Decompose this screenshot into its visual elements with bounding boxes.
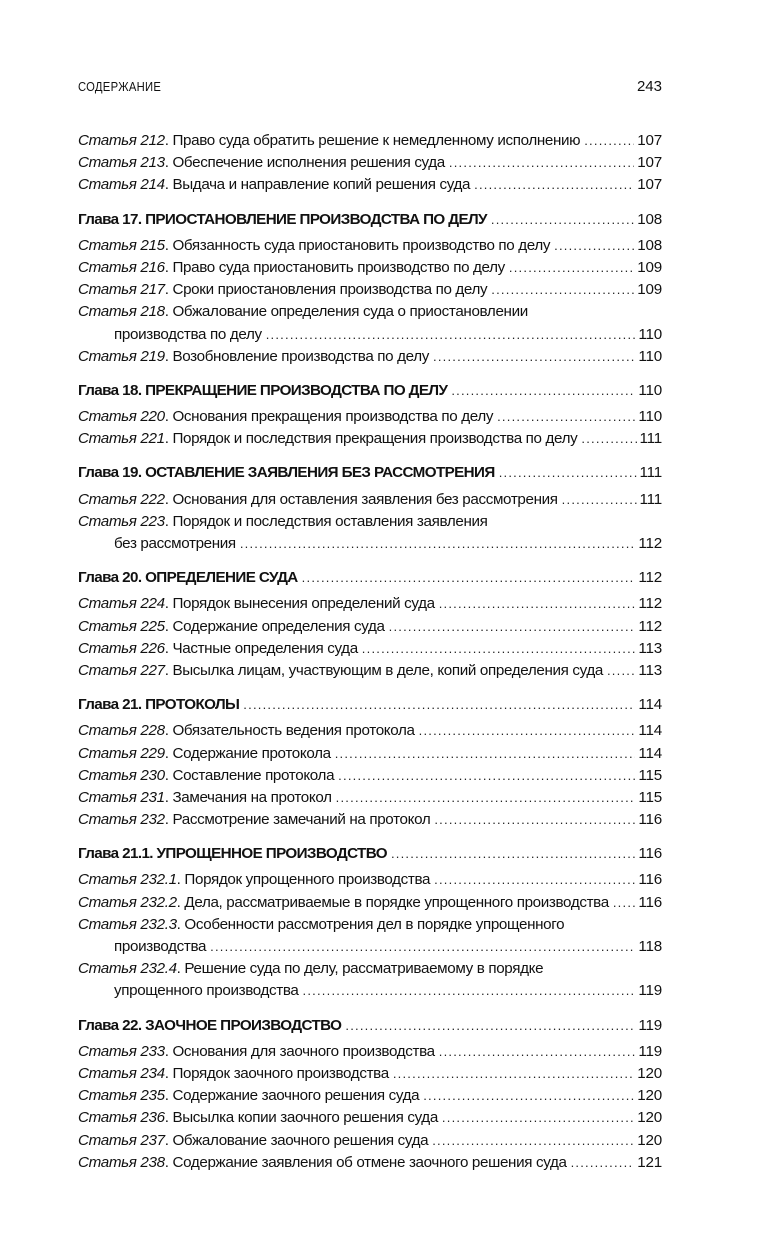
chapter-heading[interactable] bbox=[78, 1015, 662, 1037]
toc-group bbox=[78, 130, 662, 197]
table-of-contents bbox=[78, 130, 662, 1174]
toc-entry[interactable] bbox=[78, 743, 662, 765]
entry-page-number: 113 bbox=[638, 661, 662, 679]
toc-entry[interactable] bbox=[78, 638, 662, 660]
entry-page-number: 110 bbox=[638, 408, 662, 426]
article-label: Статья 237 bbox=[78, 1131, 165, 1149]
leader-dots bbox=[391, 843, 635, 865]
article-title: . Частные определения суда bbox=[164, 639, 358, 657]
article-title: . Содержание определения суда bbox=[164, 617, 385, 635]
entry-page-number: 113 bbox=[638, 639, 662, 657]
article-label: Статья 219 bbox=[78, 347, 165, 365]
toc-entry[interactable] bbox=[78, 616, 662, 638]
chapter-title: Глава 21. ПРОТОКОЛЫ bbox=[78, 696, 240, 714]
article-title: . Порядок заочного производства bbox=[164, 1064, 389, 1082]
toc-entry[interactable] bbox=[78, 660, 662, 682]
article-label: Статья 238 bbox=[78, 1153, 165, 1171]
article-label: Статья 234 bbox=[78, 1064, 165, 1082]
article-label: Статья 223 bbox=[78, 512, 165, 530]
toc-entry[interactable] bbox=[78, 257, 662, 279]
toc-entry[interactable] bbox=[78, 1063, 662, 1085]
article-label: Статья 221 bbox=[78, 430, 165, 448]
article-title: . Рассмотрение замечаний на протокол bbox=[164, 811, 431, 829]
entry-page-number: 116 bbox=[638, 893, 662, 911]
article-label: Статья 232 bbox=[78, 811, 165, 829]
chapter-title: Глава 17. ПРИОСТАНОВЛЕНИЕ ПРОИЗВОДСТВА ПО ДЕЛУ bbox=[78, 210, 487, 228]
leader-dots bbox=[562, 489, 637, 511]
article-title: . Составление протокола bbox=[164, 766, 335, 784]
leader-dots bbox=[432, 1130, 634, 1152]
leader-dots bbox=[433, 346, 635, 368]
chapter-page-number: 119 bbox=[638, 1016, 662, 1034]
article-label: Статья 220 bbox=[78, 408, 165, 426]
article-label: Статья 227 bbox=[78, 661, 165, 679]
toc-entry[interactable] bbox=[78, 235, 662, 257]
article-label: Статья 226 bbox=[78, 639, 165, 657]
entry-page-number: 121 bbox=[637, 1153, 662, 1171]
leader-dots bbox=[491, 209, 634, 231]
entry-page-number: 119 bbox=[638, 1042, 662, 1060]
toc-entry[interactable] bbox=[78, 1107, 662, 1129]
article-title: . Основания прекращения производства по делу bbox=[164, 408, 494, 426]
toc-entry[interactable] bbox=[78, 1085, 662, 1107]
article-title: . Обжалование определения суда о приостановлении bbox=[164, 303, 528, 321]
leader-dots bbox=[243, 694, 635, 716]
entry-page-number: 120 bbox=[637, 1064, 662, 1082]
article-title: . Обжалование заочного решения суда bbox=[164, 1131, 429, 1149]
toc-entry-continuation[interactable] bbox=[78, 324, 662, 346]
article-label: Статья 232.3 bbox=[78, 915, 177, 933]
entry-page-number: 110 bbox=[638, 347, 662, 365]
toc-entry[interactable] bbox=[78, 428, 662, 450]
toc-entry[interactable] bbox=[78, 1152, 662, 1174]
chapter-heading[interactable] bbox=[78, 209, 662, 231]
toc-entry[interactable] bbox=[78, 152, 662, 174]
article-label: Статья 222 bbox=[78, 490, 165, 508]
chapter-page-number: 114 bbox=[638, 696, 662, 714]
leader-dots bbox=[554, 235, 634, 257]
article-label: Статья 232.4 bbox=[78, 960, 177, 978]
article-title: . Особенности рассмотрения дел в порядке упрощенного bbox=[176, 915, 565, 933]
entry-page-number: 120 bbox=[637, 1087, 662, 1105]
leader-dots bbox=[499, 462, 637, 484]
toc-entry[interactable] bbox=[78, 489, 662, 511]
running-header bbox=[78, 78, 662, 102]
article-label: Статья 215 bbox=[78, 236, 165, 254]
toc-entry-first-line[interactable] bbox=[78, 301, 662, 323]
leader-dots bbox=[362, 638, 636, 660]
article-label: Статья 229 bbox=[78, 744, 165, 762]
toc-entry[interactable] bbox=[78, 174, 662, 196]
running-header-title: СОДЕРЖАНИЕ bbox=[78, 80, 162, 94]
entry-page-number: 114 bbox=[638, 722, 662, 740]
article-label: Статья 224 bbox=[78, 595, 165, 613]
leader-dots bbox=[449, 152, 634, 174]
article-title: . Возобновление производства по делу bbox=[164, 347, 430, 365]
leader-dots bbox=[338, 765, 635, 787]
entry-page-number: 115 bbox=[638, 788, 662, 806]
article-title: . Содержание заявления об отмене заочного решения суда bbox=[164, 1153, 567, 1171]
leader-dots bbox=[497, 406, 635, 428]
leader-dots bbox=[474, 174, 634, 196]
leader-dots bbox=[439, 1041, 636, 1063]
toc-entry-first-line[interactable] bbox=[78, 511, 662, 533]
leader-dots bbox=[491, 279, 634, 301]
leader-dots bbox=[451, 380, 635, 402]
article-title: . Право суда обратить решение к немедленному исполнению bbox=[164, 132, 581, 149]
article-title: . Решение суда по делу, рассматриваемому в порядке bbox=[176, 960, 544, 978]
leader-dots bbox=[434, 809, 635, 831]
entry-page-number: 112 bbox=[638, 595, 662, 613]
entry-page-number: 107 bbox=[637, 154, 662, 172]
article-title-continuation: без рассмотрения bbox=[114, 535, 236, 552]
running-header-page-number: 243 bbox=[636, 78, 662, 95]
article-title-continuation: упрощенного производства bbox=[114, 982, 299, 1000]
toc-entry[interactable] bbox=[78, 720, 662, 742]
entry-page-number: 118 bbox=[638, 938, 662, 955]
chapter-heading[interactable] bbox=[78, 462, 662, 484]
article-title: . Высылка лицам, участвующим в деле, копий определения суда bbox=[164, 661, 603, 679]
leader-dots bbox=[442, 1107, 634, 1129]
leader-dots bbox=[423, 1085, 634, 1107]
toc-entry-first-line[interactable] bbox=[78, 914, 662, 936]
entry-page-number: 116 bbox=[638, 811, 662, 829]
leader-dots bbox=[389, 616, 636, 638]
toc-entry[interactable] bbox=[78, 406, 662, 428]
toc-entry-first-line[interactable] bbox=[78, 958, 662, 980]
leader-dots bbox=[434, 869, 635, 891]
leader-dots bbox=[240, 533, 636, 555]
article-title-continuation: производства bbox=[114, 938, 207, 955]
chapter-title: Глава 22. ЗАОЧНОЕ ПРОИЗВОДСТВО bbox=[78, 1016, 342, 1034]
entry-page-number: 110 bbox=[638, 325, 662, 343]
entry-page-number: 120 bbox=[637, 1131, 662, 1149]
chapter-page-number: 111 bbox=[639, 464, 662, 482]
article-label: Статья 216 bbox=[78, 258, 165, 276]
leader-dots bbox=[439, 593, 636, 615]
entry-page-number: 109 bbox=[637, 258, 662, 276]
article-label: Статья 228 bbox=[78, 722, 165, 740]
article-title: . Выдача и направление копий решения суда bbox=[164, 176, 471, 194]
leader-dots bbox=[509, 257, 634, 279]
article-label: Статья 233 bbox=[78, 1042, 165, 1060]
article-label: Статья 231 bbox=[78, 788, 165, 806]
toc-entry-continuation[interactable] bbox=[78, 980, 662, 1002]
article-label: Статья 230 bbox=[78, 766, 165, 784]
article-title: . Порядок упрощенного производства bbox=[176, 871, 431, 889]
article-title: . Основания для оставления заявления без рассмотрения bbox=[164, 490, 558, 508]
chapter-page-number: 116 bbox=[638, 845, 662, 863]
article-label: Статья 236 bbox=[78, 1109, 165, 1127]
leader-dots bbox=[210, 936, 635, 958]
article-label: Статья 225 bbox=[78, 617, 165, 635]
article-title: . Порядок вынесения определений суда bbox=[164, 595, 435, 613]
chapter-page-number: 108 bbox=[637, 210, 662, 228]
entry-page-number: 114 bbox=[638, 744, 662, 762]
article-title: . Обязательность ведения протокола bbox=[164, 722, 415, 740]
article-title: . Содержание протокола bbox=[164, 744, 331, 762]
chapter-heading[interactable] bbox=[78, 843, 662, 865]
article-title: . Дела, рассматриваемые в порядке упрощенного производства bbox=[176, 893, 609, 911]
toc-entry[interactable] bbox=[78, 869, 662, 891]
entry-page-number: 108 bbox=[637, 236, 662, 254]
leader-dots bbox=[336, 787, 636, 809]
toc-entry[interactable] bbox=[78, 346, 662, 368]
toc-entry[interactable] bbox=[78, 765, 662, 787]
entry-page-number: 109 bbox=[637, 281, 662, 299]
article-title: . Высылка копии заочного решения суда bbox=[164, 1109, 438, 1127]
toc-entry[interactable] bbox=[78, 279, 662, 301]
leader-dots bbox=[419, 720, 636, 742]
entry-page-number: 111 bbox=[639, 430, 662, 448]
chapter-title: Глава 21.1. УПРОЩЕННОЕ ПРОИЗВОДСТВО bbox=[78, 845, 387, 863]
article-label: Статья 235 bbox=[78, 1087, 165, 1105]
chapter-heading[interactable] bbox=[78, 694, 662, 716]
leader-dots bbox=[335, 743, 636, 765]
entry-page-number: 107 bbox=[637, 132, 662, 149]
toc-entry-continuation[interactable] bbox=[78, 533, 662, 555]
leader-dots bbox=[345, 1015, 635, 1037]
article-title-continuation: производства по делу bbox=[114, 325, 262, 343]
entry-page-number: 107 bbox=[637, 176, 662, 194]
chapter-page-number: 110 bbox=[638, 381, 662, 399]
article-title: . Право суда приостановить производство по делу bbox=[164, 258, 505, 276]
toc-page bbox=[78, 78, 662, 1174]
article-label: Статья 218 bbox=[78, 303, 165, 321]
toc-entry[interactable] bbox=[78, 787, 662, 809]
article-title: . Сроки приостановления производства по делу bbox=[164, 281, 488, 299]
leader-dots bbox=[571, 1152, 635, 1174]
chapter-heading[interactable] bbox=[78, 380, 662, 402]
chapter-page-number: 112 bbox=[638, 569, 662, 587]
toc-entry[interactable] bbox=[78, 1041, 662, 1063]
toc-entry[interactable] bbox=[78, 130, 662, 152]
toc-entry[interactable] bbox=[78, 593, 662, 615]
chapter-title: Глава 19. ОСТАВЛЕНИЕ ЗАЯВЛЕНИЯ БЕЗ РАССМОТРЕНИЯ bbox=[78, 464, 495, 482]
entry-page-number: 120 bbox=[637, 1109, 662, 1127]
leader-dots bbox=[584, 130, 634, 152]
article-label: Статья 214 bbox=[78, 176, 165, 194]
entry-page-number: 111 bbox=[639, 490, 662, 508]
article-title: . Содержание заочного решения суда bbox=[164, 1087, 420, 1105]
article-title: . Основания для заочного производства bbox=[164, 1042, 435, 1060]
article-title: . Порядок и последствия оставления заявления bbox=[164, 512, 488, 530]
entry-page-number: 119 bbox=[638, 982, 662, 1000]
leader-dots bbox=[302, 567, 636, 589]
leader-dots bbox=[393, 1063, 634, 1085]
leader-dots bbox=[581, 428, 636, 450]
article-label: Статья 217 bbox=[78, 281, 165, 299]
entry-page-number: 112 bbox=[638, 617, 662, 635]
article-title: . Порядок и последствия прекращения производства по делу bbox=[164, 430, 578, 448]
entry-page-number: 112 bbox=[638, 535, 662, 552]
chapter-heading[interactable] bbox=[78, 567, 662, 589]
toc-entry-continuation[interactable] bbox=[78, 936, 662, 958]
chapter-title: Глава 20. ОПРЕДЕЛЕНИЕ СУДА bbox=[78, 569, 298, 587]
entry-page-number: 115 bbox=[638, 766, 662, 784]
chapter-title: Глава 18. ПРЕКРАЩЕНИЕ ПРОИЗВОДСТВА ПО ДЕЛУ bbox=[78, 381, 448, 399]
article-label: Статья 232.1 bbox=[78, 871, 177, 889]
leader-dots bbox=[266, 324, 636, 346]
article-label: Статья 213 bbox=[78, 154, 165, 172]
leader-dots bbox=[613, 892, 636, 914]
article-title: . Обязанность суда приостановить производство по делу bbox=[164, 236, 551, 254]
article-title: . Замечания на протокол bbox=[164, 788, 332, 806]
article-label: Статья 232.2 bbox=[78, 893, 177, 911]
article-title: . Обеспечение исполнения решения суда bbox=[164, 154, 445, 172]
toc-entry[interactable] bbox=[78, 1130, 662, 1152]
leader-dots bbox=[303, 980, 636, 1002]
toc-entry[interactable] bbox=[78, 809, 662, 831]
entry-page-number: 116 bbox=[638, 871, 662, 889]
leader-dots bbox=[607, 660, 635, 682]
article-label: Статья 212 bbox=[78, 132, 165, 149]
toc-entry[interactable] bbox=[78, 892, 662, 914]
